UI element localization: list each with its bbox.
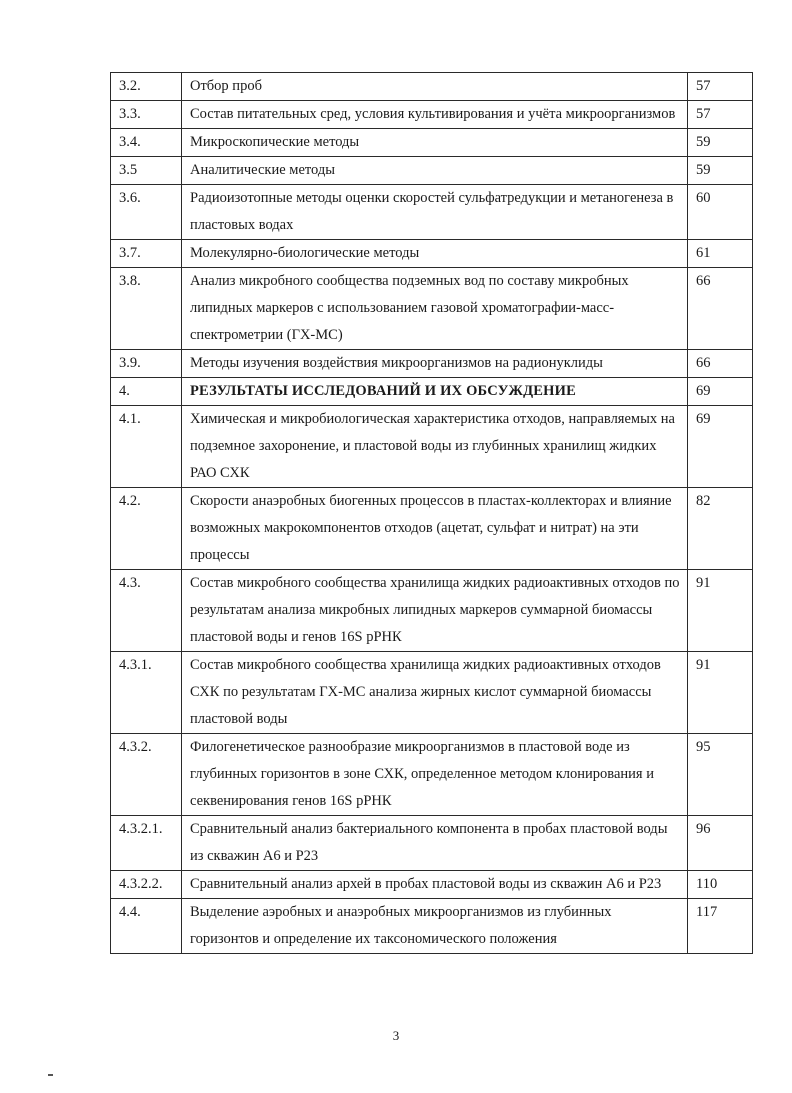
toc-row [111,73,753,101]
page-reference: 69 [688,378,753,406]
toc-row [111,734,753,816]
toc-row [111,157,753,185]
section-number: 3.3. [111,101,182,129]
toc-row [111,268,753,350]
toc-row [111,871,753,899]
section-number: 3.7. [111,240,182,268]
page-number: 3 [392,1028,400,1043]
page-reference: 117 [688,899,753,954]
section-number: 4.3.2. [111,734,182,816]
section-number: 4.3.2.2. [111,871,182,899]
section-title: Отбор проб [182,73,688,101]
section-title: Сравнительный анализ бактериального компонента в пробах пластовой воды из скважин А6 и Р23 [182,816,688,871]
section-title: Выделение аэробных и анаэробных микроорганизмов из глубинных горизонтов и определение их таксономического положения [182,899,688,954]
section-title: Состав питательных сред, условия культивирования и учёта микроорганизмов [182,101,688,129]
page-reference: 82 [688,488,753,570]
section-number: 4. [111,378,182,406]
toc-row [111,185,753,240]
section-number: 4.3. [111,570,182,652]
section-title: Скорости анаэробных биогенных процессов в пластах-коллекторах и влияние возможных макрокомпонентов отходов (ацетат, сульфат и нитрат) на эти процессы [182,488,688,570]
toc-row [111,570,753,652]
section-title: Анализ микробного сообщества подземных вод по составу микробных липидных маркеров с использованием газовой хроматографии-масс-спектрометрии (ГХ-МС) [182,268,688,350]
toc-row [111,899,753,954]
chapter-title: РЕЗУЛЬТАТЫ ИССЛЕДОВАНИЙ И ИХ ОБСУЖДЕНИЕ [182,378,688,406]
section-number: 3.2. [111,73,182,101]
section-title: Филогенетическое разнообразие микроорганизмов в пластовой воде из глубинных горизонтов в зоне СХК, определенное методом клонирования и секвенирования генов 16S рРНК [182,734,688,816]
section-number: 4.2. [111,488,182,570]
toc-row [111,101,753,129]
toc-row [111,129,753,157]
section-title: Методы изучения воздействия микроорганизмов на радионуклиды [182,350,688,378]
section-title: Состав микробного сообщества хранилища жидких радиоактивных отходов по результатам анализа микробных липидных маркеров суммарной биомассы пластовой воды и генов 16S рРНК [182,570,688,652]
page-reference: 110 [688,871,753,899]
page-reference: 91 [688,652,753,734]
page-reference: 91 [688,570,753,652]
section-number: 4.4. [111,899,182,954]
section-title: Молекулярно-биологические методы [182,240,688,268]
page-reference: 66 [688,268,753,350]
section-number: 3.4. [111,129,182,157]
section-number: 3.9. [111,350,182,378]
toc-row [111,488,753,570]
section-number: 3.6. [111,185,182,240]
page-reference: 66 [688,350,753,378]
page-reference: 59 [688,157,753,185]
section-number: 3.5 [111,157,182,185]
section-title: Аналитические методы [182,157,688,185]
page-reference: 59 [688,129,753,157]
section-title: Состав микробного сообщества хранилища жидких радиоактивных отходов СХК по результатам ГХ-МС анализа жирных кислот суммарной биомассы пластовой воды [182,652,688,734]
section-title: Радиоизотопные методы оценки скоростей сульфатредукции и метаногенеза в пластовых водах [182,185,688,240]
scan-speck [48,1074,53,1076]
page-reference: 57 [688,101,753,129]
section-number: 4.1. [111,406,182,488]
page-reference: 57 [688,73,753,101]
toc-row [111,652,753,734]
section-number: 4.3.1. [111,652,182,734]
page-reference: 69 [688,406,753,488]
page-reference: 95 [688,734,753,816]
table-of-contents [110,72,753,954]
toc-row [111,406,753,488]
section-title: Сравнительный анализ архей в пробах пластовой воды из скважин А6 и Р23 [182,871,688,899]
toc-body [111,73,753,954]
page-reference: 96 [688,816,753,871]
section-number: 4.3.2.1. [111,816,182,871]
page-reference: 61 [688,240,753,268]
page-reference: 60 [688,185,753,240]
section-number: 3.8. [111,268,182,350]
section-title: Химическая и микробиологическая характеристика отходов, направляемых на подземное захоронение, и пластовой воды из глубинных хранилищ жидких РАО СХК [182,406,688,488]
toc-row-chapter-heading [111,378,753,406]
toc-row [111,240,753,268]
toc-row [111,350,753,378]
toc-row [111,816,753,871]
section-title: Микроскопические методы [182,129,688,157]
